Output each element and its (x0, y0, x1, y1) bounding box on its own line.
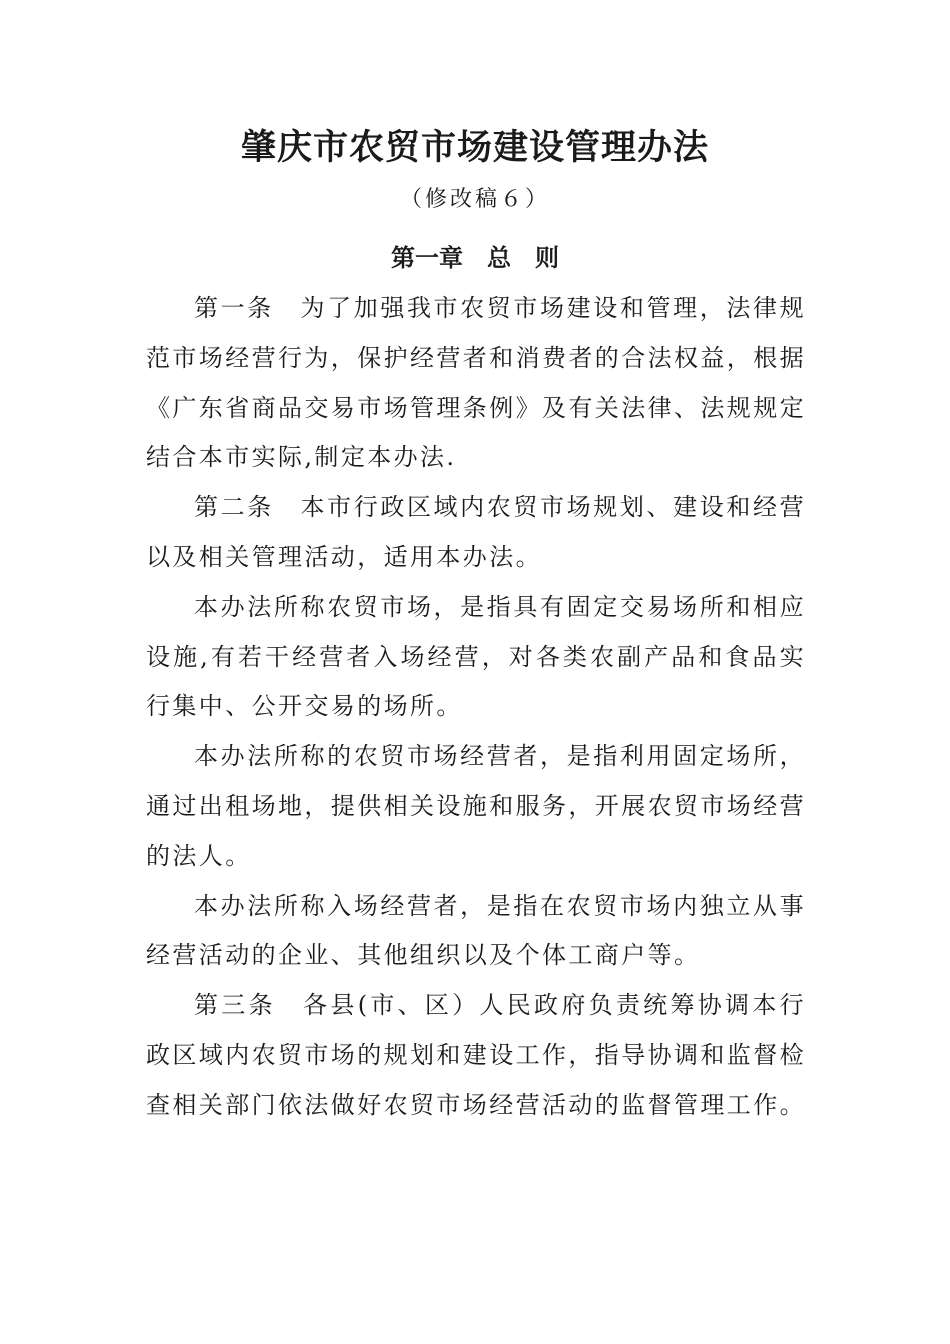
paragraph-article-3: 第三条 各县(市、区）人民政府负责统筹协调本行政区域内农贸市场的规划和建设工作，指导协调和监督检查相关部门依法做好农贸市场经营活动的监督管理工作。 (146, 991, 806, 1119)
paragraph-article-1: 第一条 为了加强我市农贸市场建设和管理，法律规范市场经营行为，保护经营者和消费者的合法权益，根据《广东省商品交易市场管理条例》及有关法律、法规规定结合本市实际,制定本办法. (146, 294, 806, 472)
paragraph-definition-operator: 本办法所称的农贸市场经营者，是指利用固定场所，通过出租场地，提供相关设施和服务，开展农贸市场经营的法人。 (146, 742, 806, 870)
chapter-heading: 第一章 总 则 (391, 244, 559, 272)
document-body (146, 284, 806, 1131)
document-title: 肇庆市农贸市场建设管理办法 (240, 127, 709, 168)
paragraph-definition-market: 本办法所称农贸市场，是指具有固定交易场所和相应设施,有若干经营者入场经营，对各类农副产品和食品实行集中、公开交易的场所。 (146, 592, 806, 721)
document-subtitle: （修改稿６） (399, 187, 550, 212)
paragraph-article-2: 第二条 本市行政区域内农贸市场规划、建设和经营以及相关管理活动，适用本办法。 (146, 493, 806, 571)
paragraph-definition-vendor: 本办法所称入场经营者，是指在农贸市场内独立从事经营活动的企业、其他组织以及个体工商户等。 (146, 891, 806, 970)
